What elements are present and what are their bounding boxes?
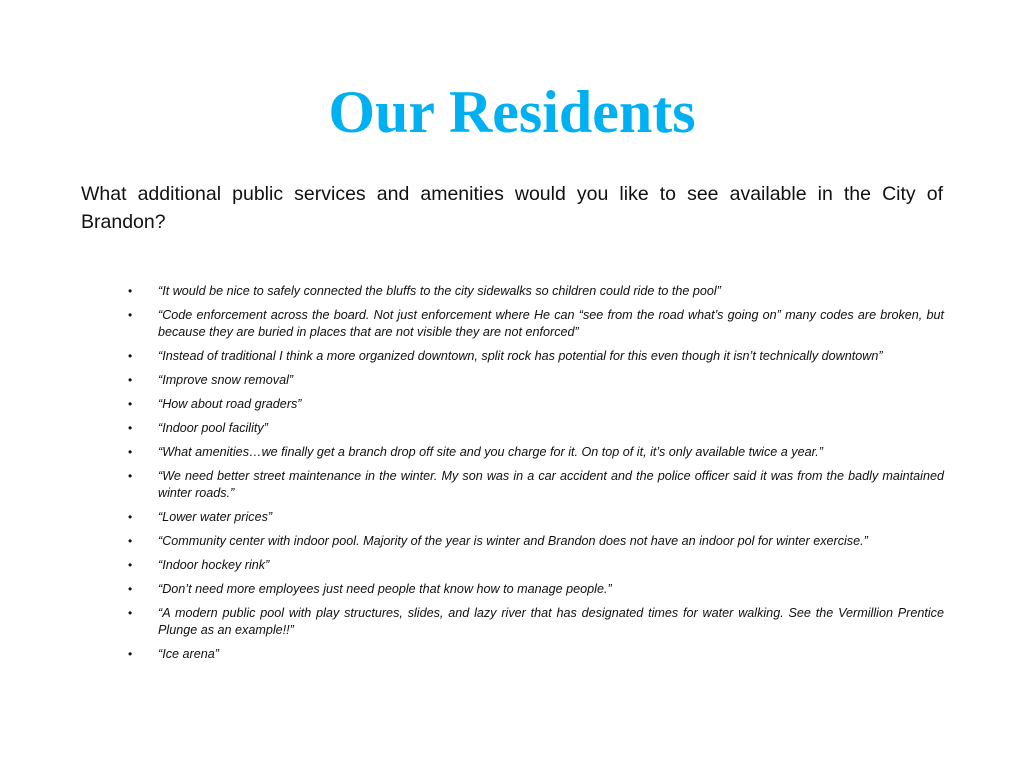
bullet-icon: • <box>128 349 133 363</box>
slide-title: Our Residents <box>328 79 696 145</box>
response-text: “Improve snow removal” <box>158 373 294 387</box>
response-text: “Lower water prices” <box>158 510 273 524</box>
bullet-icon: • <box>128 284 133 298</box>
bullet-icon: • <box>128 647 133 661</box>
response-text: “Indoor pool facility” <box>158 421 268 435</box>
response-text: “A modern public pool with play structures, slides, and lazy river that has designated times for water walking. See the Vermillion Prentice Plunge as an example!!” <box>158 606 944 637</box>
bullet-icon: • <box>128 445 133 459</box>
response-item <box>128 396 944 413</box>
response-text: “Community center with indoor pool. Majority of the year is winter and Brandon does not have an indoor pol for winter exercise.” <box>158 534 868 548</box>
bullet-icon: • <box>128 606 133 620</box>
response-item <box>128 533 944 550</box>
response-item <box>128 372 944 389</box>
response-item <box>128 557 944 574</box>
response-list <box>128 283 944 670</box>
response-text: “Indoor hockey rink” <box>158 558 270 572</box>
response-item <box>128 444 944 461</box>
bullet-icon: • <box>128 510 133 524</box>
response-item <box>128 509 944 526</box>
response-text: “What amenities…we finally get a branch drop off site and you charge for it. On top of it, it’s only available twice a year.” <box>158 445 823 459</box>
response-item <box>128 605 944 639</box>
response-item <box>128 468 944 502</box>
bullet-icon: • <box>128 469 133 483</box>
response-text: “We need better street maintenance in the winter. My son was in a car accident and the police officer said it was from the badly maintained winter roads.” <box>158 469 944 500</box>
bullet-icon: • <box>128 373 133 387</box>
response-item <box>128 646 944 663</box>
response-text: “It would be nice to safely connected the bluffs to the city sidewalks so children could ride to the pool” <box>158 284 721 298</box>
bullet-icon: • <box>128 397 133 411</box>
bullet-icon: • <box>128 582 133 596</box>
response-text: “Ice arena” <box>158 647 219 661</box>
survey-question: What additional public services and amenities would you like to see available in the City of Brandon? <box>81 183 943 233</box>
response-item <box>128 283 944 300</box>
response-item <box>128 420 944 437</box>
response-text: “Code enforcement across the board. Not just enforcement where He can “see from the road what’s going on” many codes are broken, but because they are buried in places that are not visible they are not enforced” <box>158 308 944 339</box>
response-text: “Instead of traditional I think a more organized downtown, split rock has potential for this even though it isn’t technically downtown” <box>158 349 883 363</box>
response-item <box>128 581 944 598</box>
response-item <box>128 307 944 341</box>
response-item <box>128 348 944 365</box>
bullet-icon: • <box>128 421 133 435</box>
response-text: “How about road graders” <box>158 397 302 411</box>
bullet-icon: • <box>128 534 133 548</box>
bullet-icon: • <box>128 558 133 572</box>
response-text: “Don’t need more employees just need people that know how to manage people.” <box>158 582 612 596</box>
bullet-icon: • <box>128 308 133 322</box>
